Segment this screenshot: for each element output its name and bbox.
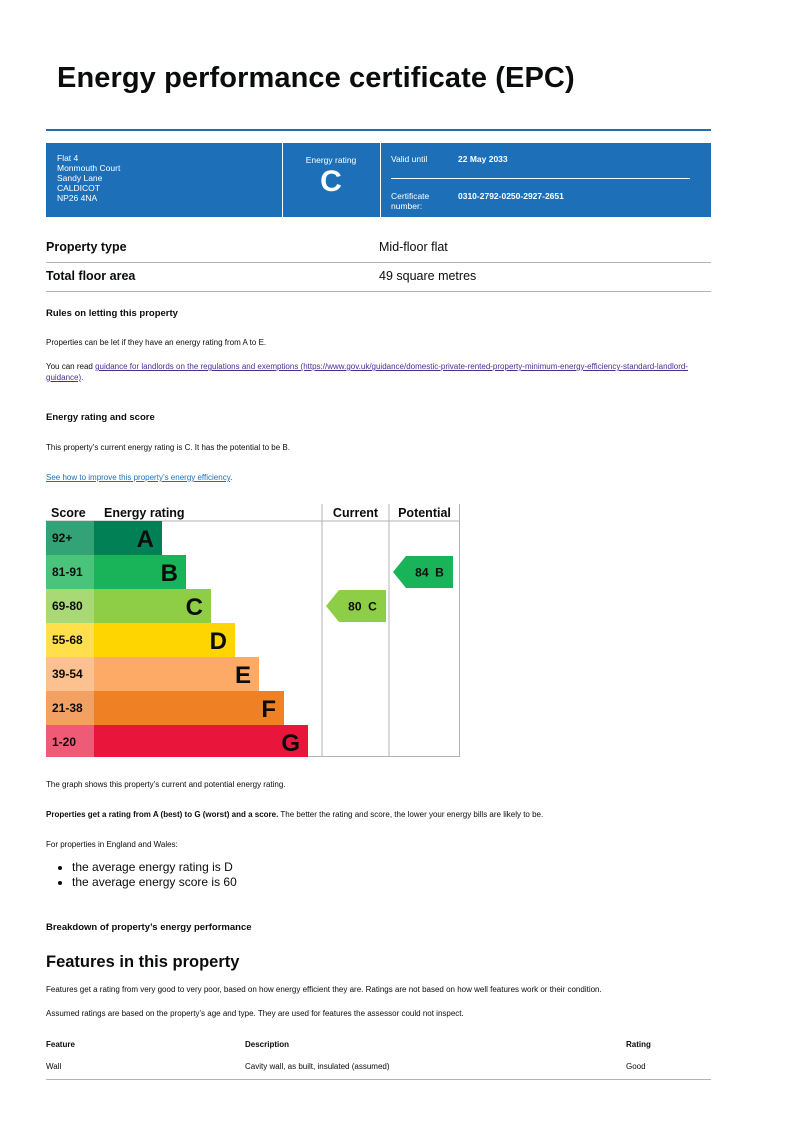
certificate-number-value: 0310-2792-0250-2927-2651 (458, 191, 564, 201)
address-line: CALDICOT (57, 183, 100, 193)
band-letter: G (281, 730, 300, 757)
graph-header-energy-rating: Energy rating (104, 506, 185, 520)
rating-explanation (46, 810, 543, 821)
address-line: Sandy Lane (57, 173, 103, 183)
summary-value: 49 square metres (379, 269, 477, 283)
band-letter: B (160, 560, 178, 587)
summary-key: Property type (46, 240, 127, 254)
energy-rating-letter: C (320, 165, 342, 198)
address-line: Flat 4 (57, 153, 79, 163)
assumed-ratings-para: Assumed ratings are based on the property’s age and type. They are used for features the assessor could not inspect. (46, 1009, 464, 1018)
certificate-banner (46, 143, 711, 217)
summary-row-property-type (46, 234, 711, 263)
band-score-label: 21-38 (52, 701, 83, 715)
landlord-guidance-link[interactable]: guidance for landlords on the regulations and exemptions (https://www.gov.uk/guidance/domestic-private-rented-property-minimum-energy-efficiency-standard-landlord-guidance) (46, 362, 688, 382)
column-header-feature: Feature (46, 1040, 75, 1049)
banner-row-divider (391, 178, 690, 179)
epc-rating-chart (46, 504, 460, 757)
average-list (56, 860, 237, 889)
average-rating-item: • the average energy rating is D (72, 860, 237, 875)
energy-rating-label: Energy rating (305, 155, 357, 165)
epc-rating-graph (46, 504, 460, 757)
table-header-row (46, 1037, 711, 1059)
improve-link-para (46, 473, 232, 484)
column-header-rating: Rating (626, 1040, 651, 1049)
features-heading: Features in this property (46, 953, 240, 971)
current-rating-label: 80 C (348, 599, 377, 614)
property-address (57, 153, 120, 203)
address-line: Monmouth Court (57, 163, 121, 173)
band-bar-f (94, 691, 284, 725)
band-score-label: 1-20 (52, 735, 77, 749)
page-title: Energy performance certificate (EPC) (57, 62, 575, 94)
england-wales-intro: For properties in England and Wales: (46, 840, 178, 849)
graph-header-potential: Potential (398, 506, 451, 520)
improve-efficiency-link[interactable]: See how to improve this property’s energy efficiency (46, 473, 231, 482)
graph-header-score: Score (51, 506, 86, 520)
summary-key: Total floor area (46, 269, 136, 283)
band-letter: D (209, 628, 227, 655)
band-score-label: 92+ (52, 531, 73, 545)
letting-heading: Rules on letting this property (46, 308, 178, 319)
valid-until-label: Valid until (391, 154, 428, 164)
table-row (46, 1059, 711, 1080)
rating-explanation-bold: Properties get a rating from A (best) to G (worst) and a score. (46, 810, 279, 819)
letting-guidance-prefix: You can read (46, 362, 96, 371)
rating-explanation-rest: The better the rating and score, the lower your energy bills are likely to be. (278, 810, 544, 819)
average-score-item: • the average energy score is 60 (72, 875, 237, 890)
band-letter: C (185, 594, 203, 621)
rating-cell: Good (626, 1062, 646, 1071)
column-header-description: Description (245, 1040, 290, 1049)
feature-cell: Wall (46, 1062, 62, 1071)
address-line: NP26 4NA (57, 193, 98, 203)
summary-value: Mid-floor flat (379, 240, 448, 254)
band-bar-g (94, 725, 308, 757)
graph-header-current: Current (332, 506, 379, 520)
features-para: Features get a rating from very good to very poor, based on how energy efficient they are. Ratings are not based on how well features work or their condition. (46, 985, 602, 994)
band-letter: E (234, 662, 251, 689)
breakdown-heading: Breakdown of property’s energy performance (46, 922, 252, 933)
potential-rating-label: 84 B (415, 565, 444, 580)
energy-rating-heading: Energy rating and score (46, 412, 155, 423)
band-letter: F (261, 696, 276, 723)
band-score-label: 69-80 (52, 599, 83, 613)
letting-guidance-para (46, 362, 711, 383)
title-divider (46, 129, 711, 131)
band-letter: A (136, 526, 154, 553)
band-score-label: 55-68 (52, 633, 83, 647)
band-score-label: 39-54 (52, 667, 83, 681)
graph-note: The graph shows this property’s current and potential energy rating. (46, 780, 286, 789)
energy-rating-para: This property’s current energy rating is C. It has the potential to be B. (46, 443, 290, 452)
letting-guidance-suffix: . (81, 372, 84, 382)
improve-link-suffix: . (230, 473, 233, 482)
certificate-number-label: Certificate number: (391, 191, 430, 211)
letting-para: Properties can be let if they have an energy rating from A to E. (46, 338, 267, 347)
summary-row-floor-area (46, 263, 711, 292)
description-cell: Cavity wall, as built, insulated (assumed) (245, 1062, 390, 1071)
features-table (46, 1037, 711, 1080)
band-score-label: 81-91 (52, 565, 83, 579)
valid-until-value: 22 May 2033 (458, 154, 508, 164)
banner-divider (380, 143, 381, 217)
